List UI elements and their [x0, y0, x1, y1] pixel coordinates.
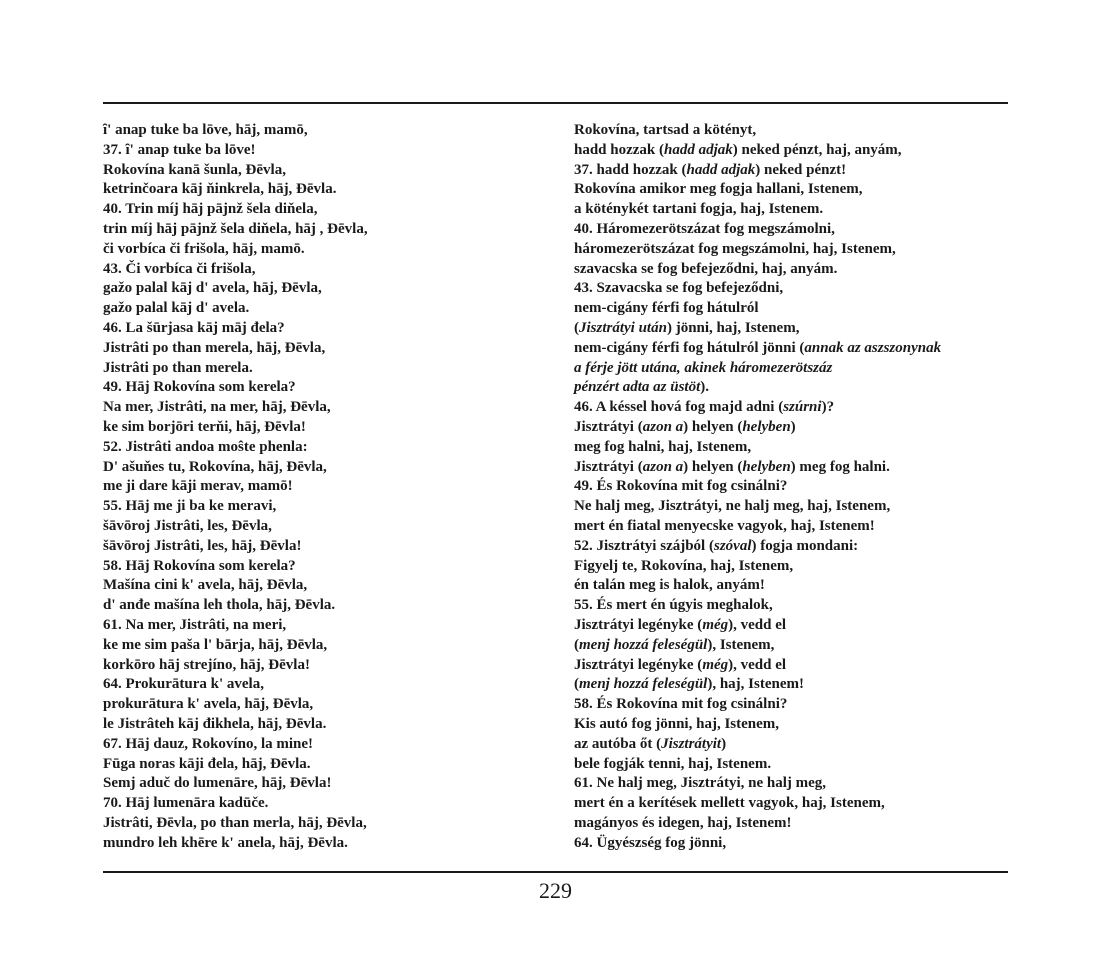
- romani-verse-line: 55. Hāj me ji ba ke meravi,: [103, 498, 277, 515]
- hungarian-verse-line: mert én a kerítések mellett vagyok, haj, Istenem,: [574, 795, 885, 812]
- romani-verse-line: Mašína cini k' avela, hāj, Đēvla,: [103, 577, 308, 594]
- romani-verse-line: 52. Jistrâti andoa moŝte phenla:: [103, 438, 308, 455]
- top-rule: [103, 102, 1008, 104]
- bottom-rule: [103, 871, 1008, 873]
- hungarian-verse-line: Figyelj te, Rokovína, haj, Istenem,: [574, 557, 794, 574]
- romani-verse-line: 40. Trin míj hāj pājnž šela diňela,: [103, 201, 318, 218]
- hungarian-verse-line: 43. Szavacska se fog befejeződni,: [574, 280, 784, 297]
- hungarian-verse-line: nem-cigány férfi fog hátulról: [574, 300, 759, 317]
- romani-verse-line: le Jistrâteh kāj đikhela, hāj, Đēvla.: [103, 715, 327, 732]
- romani-verse-line: 58. Hāj Rokovína som kerela?: [103, 557, 296, 574]
- romani-verse-line: ke me sim paša l' bārja, hāj, Đēvla,: [103, 636, 328, 653]
- hungarian-verse-line: Jisztrátyi (azon a) helyen (helyben) meg fog halni.: [574, 458, 890, 475]
- romani-verse-line: 61. Na mer, Jistrâti, na meri,: [103, 616, 287, 633]
- hungarian-verse-line: a férje jött utána, akinek háromezerötszáz: [574, 359, 833, 376]
- hungarian-verse-line: (menj hozzá feleségül), haj, Istenem!: [574, 676, 804, 693]
- hungarian-translation-column: [574, 121, 1008, 853]
- romani-verse-line: Jistrâti po than merela, hāj, Đēvla,: [103, 339, 326, 356]
- hungarian-verse-line: mert én fiatal menyecske vagyok, haj, Istenem!: [574, 517, 875, 534]
- romani-text-column: [103, 121, 533, 853]
- romani-verse-line: Jistrâti, Đēvla, po than merla, hāj, Đēvla,: [103, 814, 367, 831]
- hungarian-verse-line: 61. Ne halj meg, Jisztrátyi, ne halj meg,: [574, 775, 827, 792]
- hungarian-verse-line: 64. Ügyészség fog jönni,: [574, 834, 727, 851]
- romani-verse-line: trin míj hāj pājnž šela diňela, hāj , Đēvla,: [103, 220, 368, 237]
- romani-verse-line: 49. Hāj Rokovína som kerela?: [103, 379, 296, 396]
- hungarian-verse-line: a köténykét tartani fogja, haj, Istenem.: [574, 201, 824, 218]
- romani-verse-line: 43. Či vorbíca či frišola,: [103, 260, 256, 277]
- romani-verse-line: Fūga noras kāji đela, hāj, Đēvla.: [103, 755, 311, 772]
- romani-verse-line: gažo palal kāj d' avela, hāj, Đēvla,: [103, 280, 322, 297]
- hungarian-verse-line: 40. Háromezerötszázat fog megszámolni,: [574, 220, 835, 237]
- hungarian-verse-line: bele fogják tenni, haj, Istenem.: [574, 755, 772, 772]
- hungarian-verse-line: 52. Jisztrátyi szájból (szóval) fogja mondani:: [574, 537, 859, 554]
- hungarian-verse-line: háromezerötszázat fog megszámolni, haj, Istenem,: [574, 240, 896, 257]
- hungarian-verse-line: én talán meg is halok, anyám!: [574, 577, 765, 594]
- romani-verse-line: šāvōroj Jistrâti, les, hāj, Đēvla!: [103, 537, 302, 554]
- romani-verse-line: ketrinčoara kāj ňinkrela, hāj, Đēvla.: [103, 181, 337, 198]
- hungarian-verse-line: 58. És Rokovína mit fog csinálni?: [574, 696, 788, 713]
- hungarian-verse-line: (menj hozzá feleségül), Istenem,: [574, 636, 775, 653]
- romani-verse-line: mundro leh khēre k' anela, hāj, Đēvla.: [103, 834, 348, 851]
- hungarian-verse-line: Ne halj meg, Jisztrátyi, ne halj meg, haj, Istenem,: [574, 498, 891, 515]
- romani-verse-line: či vorbíca či frišola, hāj, mamō.: [103, 240, 305, 257]
- romani-verse-line: korkōro hāj strejíno, hāj, Đēvla!: [103, 656, 310, 673]
- romani-verse-line: Rokovína kanā šunla, Đēvla,: [103, 161, 286, 178]
- romani-verse-line: D' ašuňes tu, Rokovína, hāj, Đēvla,: [103, 458, 327, 475]
- hungarian-verse-line: Rokovína amikor meg fogja hallani, Istenem,: [574, 181, 863, 198]
- hungarian-verse-line: 49. És Rokovína mit fog csinálni?: [574, 478, 788, 495]
- romani-verse-line: 67. Hāj dauz, Rokovíno, la mine!: [103, 735, 314, 752]
- romani-verse-line: me ji dare kāji merav, mamō!: [103, 478, 293, 495]
- hungarian-verse-line: meg fog halni, haj, Istenem,: [574, 438, 752, 455]
- hungarian-verse-line: az autóba őt (Jisztrátyit): [574, 735, 727, 752]
- romani-verse-line: Na mer, Jistrâti, na mer, hāj, Đēvla,: [103, 399, 331, 416]
- romani-verse-line: d' anđe mašína leh thola, hāj, Đēvla.: [103, 597, 336, 614]
- hungarian-verse-line: 46. A késsel hová fog majd adni (szúrni)?: [574, 399, 835, 416]
- page-number: 229: [539, 878, 572, 903]
- hungarian-verse-line: hadd hozzak (hadd adjak) neked pénzt, haj, anyám,: [574, 141, 902, 158]
- hungarian-verse-line: Jisztrátyi (azon a) helyen (helyben): [574, 418, 796, 435]
- romani-verse-line: Jistrâti po than merela.: [103, 359, 253, 376]
- romani-verse-line: 64. Prokurātura k' avela,: [103, 676, 264, 693]
- hungarian-verse-line: (Jisztrátyi után) jönni, haj, Istenem,: [574, 319, 800, 336]
- romani-verse-line: 46. La šūrjasa kāj māj đela?: [103, 319, 285, 336]
- hungarian-verse-line: Kis autó fog jönni, haj, Istenem,: [574, 715, 780, 732]
- hungarian-verse-line: 37. hadd hozzak (hadd adjak) neked pénzt!: [574, 161, 847, 178]
- romani-verse-line: šāvōroj Jistrâti, les, Đēvla,: [103, 517, 272, 534]
- hungarian-verse-line: 55. És mert én úgyis meghalok,: [574, 597, 773, 614]
- romani-verse-line: gažo palal kāj d' avela.: [103, 300, 250, 317]
- romani-verse-line: 37. ȋ' anap tuke ba lōve!: [103, 141, 256, 158]
- hungarian-verse-line: Jisztrátyi legényke (még), vedd el: [574, 616, 787, 633]
- romani-verse-line: Semj aduč do lumenāre, hāj, Đēvla!: [103, 775, 332, 792]
- hungarian-verse-line: Jisztrátyi legényke (még), vedd el: [574, 656, 787, 673]
- romani-verse-line: prokurātura k' avela, hāj, Đēvla,: [103, 696, 314, 713]
- hungarian-verse-line: Rokovína, tartsad a kötényt,: [574, 122, 757, 138]
- hungarian-verse-line: pénzért adta az üstöt).: [574, 379, 710, 396]
- romani-verse-line: 70. Hāj lumenāra kadūče.: [103, 795, 269, 812]
- romani-verse-line: ȋ' anap tuke ba lōve, hāj, mamō,: [103, 122, 308, 138]
- romani-verse-line: ke sim borjōri terňi, hāj, Đēvla!: [103, 418, 306, 435]
- hungarian-verse-line: nem-cigány férfi fog hátulról jönni (annak az aszszonynak: [574, 339, 942, 356]
- hungarian-verse-line: magányos és idegen, haj, Istenem!: [574, 814, 792, 831]
- hungarian-verse-line: szavacska se fog befejeződni, haj, anyám.: [574, 260, 838, 277]
